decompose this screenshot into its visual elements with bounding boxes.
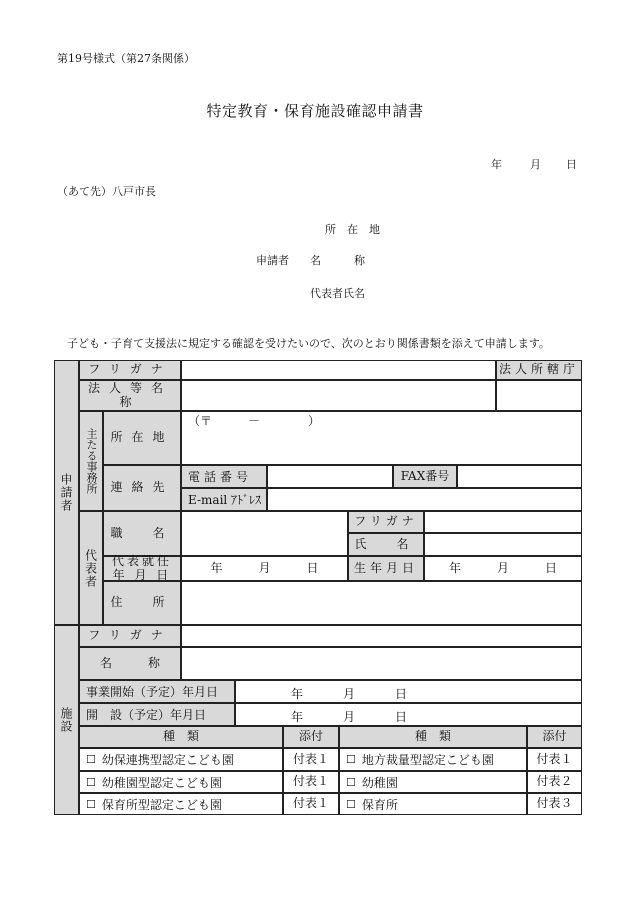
attach-row-1-left: 付表１ xyxy=(283,748,339,771)
type-header-right: 種 類 xyxy=(339,726,527,748)
open-date-label: 開 設（予定）年月日 xyxy=(79,703,235,726)
rep-name-field[interactable] xyxy=(424,533,582,556)
appointed-date-label xyxy=(103,553,181,582)
email-field[interactable] xyxy=(267,488,582,511)
corp-name-field[interactable] xyxy=(181,380,496,411)
type-row-2-right[interactable] xyxy=(339,771,527,793)
attach-header-left: 添付 xyxy=(283,726,339,748)
type-row-3-left[interactable] xyxy=(79,793,283,815)
appointed-label-line1: 代表就任 xyxy=(111,553,172,568)
rep-name-label: 氏 名 xyxy=(348,533,424,556)
checkbox-icon[interactable]: ☐ xyxy=(346,797,356,811)
furigana-label: フリガナ xyxy=(79,360,181,380)
appointed-label-line2: 年 月 日 xyxy=(112,567,172,582)
applicant-label: 申請者 xyxy=(256,254,289,267)
office-address-field[interactable] xyxy=(181,411,582,465)
email-label: E-mail ｱﾄﾞﾚｽ xyxy=(181,488,267,511)
representative-label: 代表者 xyxy=(79,511,103,625)
open-date-ymd: 年 月 日 xyxy=(291,710,409,724)
checkbox-icon[interactable]: ☐ xyxy=(86,775,96,789)
corp-authority-label: 法人所轄庁 xyxy=(496,360,582,380)
type-row-3-right[interactable] xyxy=(339,793,527,815)
residence-field[interactable] xyxy=(181,581,582,625)
addressee: （あて先）八戸市長 xyxy=(57,185,156,198)
main-office-label: 主たる事務所 xyxy=(79,411,103,511)
type-label: 地方裁量型認定こども園 xyxy=(361,753,494,767)
phone-field[interactable] xyxy=(267,465,393,488)
type-label: 幼稚園型認定こども園 xyxy=(101,775,222,790)
type-header-left: 種 類 xyxy=(79,726,283,748)
corp-name-label: 法人等名称 xyxy=(79,380,181,411)
checkbox-icon[interactable]: ☐ xyxy=(86,797,96,811)
applicant-name-label: 名 称 xyxy=(310,254,365,267)
fax-label: FAX番号 xyxy=(393,465,457,488)
applicant-rep-label: 代表者氏名 xyxy=(310,287,365,300)
attach-row-3-right: 付表３ xyxy=(527,793,582,815)
attach-row-2-right: 付表２ xyxy=(527,771,582,793)
fax-field[interactable] xyxy=(457,465,582,488)
type-row-1-left[interactable] xyxy=(79,748,283,771)
appointed-date-field[interactable]: 年 月 日 xyxy=(181,556,348,581)
start-date-field[interactable] xyxy=(235,680,582,703)
type-row-2-left[interactable] xyxy=(79,771,283,793)
date-day: 日 xyxy=(566,158,577,171)
corp-authority-field[interactable] xyxy=(496,380,582,411)
contact-label: 連絡先 xyxy=(103,465,181,511)
type-row-1-right[interactable] xyxy=(339,748,527,771)
page-title: 特定教育・保育施設確認申請書 xyxy=(206,102,424,120)
checkbox-icon[interactable]: ☐ xyxy=(346,753,356,766)
start-date-ymd: 年 月 日 xyxy=(291,687,409,701)
attach-row-2-left: 付表１ xyxy=(283,771,339,793)
rep-furigana-label: フリガナ xyxy=(348,511,424,533)
applicant-address-label: 所 在 地 xyxy=(325,223,380,236)
facility-furigana-label: フリガナ xyxy=(79,625,181,647)
position-field[interactable] xyxy=(181,511,348,556)
phone-label: 電話番号 xyxy=(181,465,267,488)
birthdate-label: 生年月日 xyxy=(348,556,424,581)
position-label: 職 名 xyxy=(103,511,181,556)
date-month: 月 xyxy=(530,158,541,171)
office-address-label: 所在地 xyxy=(103,411,181,465)
applicant-section-label: 申請者 xyxy=(54,360,79,625)
attach-row-3-left: 付表１ xyxy=(283,793,339,815)
residence-label: 住 所 xyxy=(103,581,181,625)
type-label: 保育所 xyxy=(361,797,398,812)
checkbox-icon[interactable]: ☐ xyxy=(86,753,96,766)
birthdate-field[interactable]: 年 月 日 xyxy=(424,556,582,581)
attach-row-1-right: 付表１ xyxy=(527,748,582,771)
type-label: 幼保連携型認定こども園 xyxy=(101,753,234,767)
form-number: 第19号様式（第27条関係） xyxy=(57,52,195,65)
open-date-field[interactable] xyxy=(235,703,582,726)
type-label: 保育所型認定こども園 xyxy=(101,797,222,812)
attach-header-right: 添付 xyxy=(527,726,582,748)
facility-name-field[interactable] xyxy=(181,647,582,680)
facility-section-label: 施設 xyxy=(54,625,79,815)
checkbox-icon[interactable]: ☐ xyxy=(346,775,356,789)
rep-furigana-field[interactable] xyxy=(424,511,582,533)
corp-furigana-field[interactable] xyxy=(181,360,496,380)
type-label: 幼稚園 xyxy=(361,775,398,790)
facility-name-label: 名 称 xyxy=(79,647,181,680)
facility-furigana-field[interactable] xyxy=(181,625,582,647)
start-date-label: 事業開始（予定）年月日 xyxy=(79,680,235,703)
date-year: 年 xyxy=(491,158,502,171)
intro-text: 子ども・子育て支援法に規定する確認を受けたいので、次のとおり関係書類を添えて申請します。 xyxy=(67,337,550,350)
postal-code-field: （〒 － ） xyxy=(188,414,321,428)
